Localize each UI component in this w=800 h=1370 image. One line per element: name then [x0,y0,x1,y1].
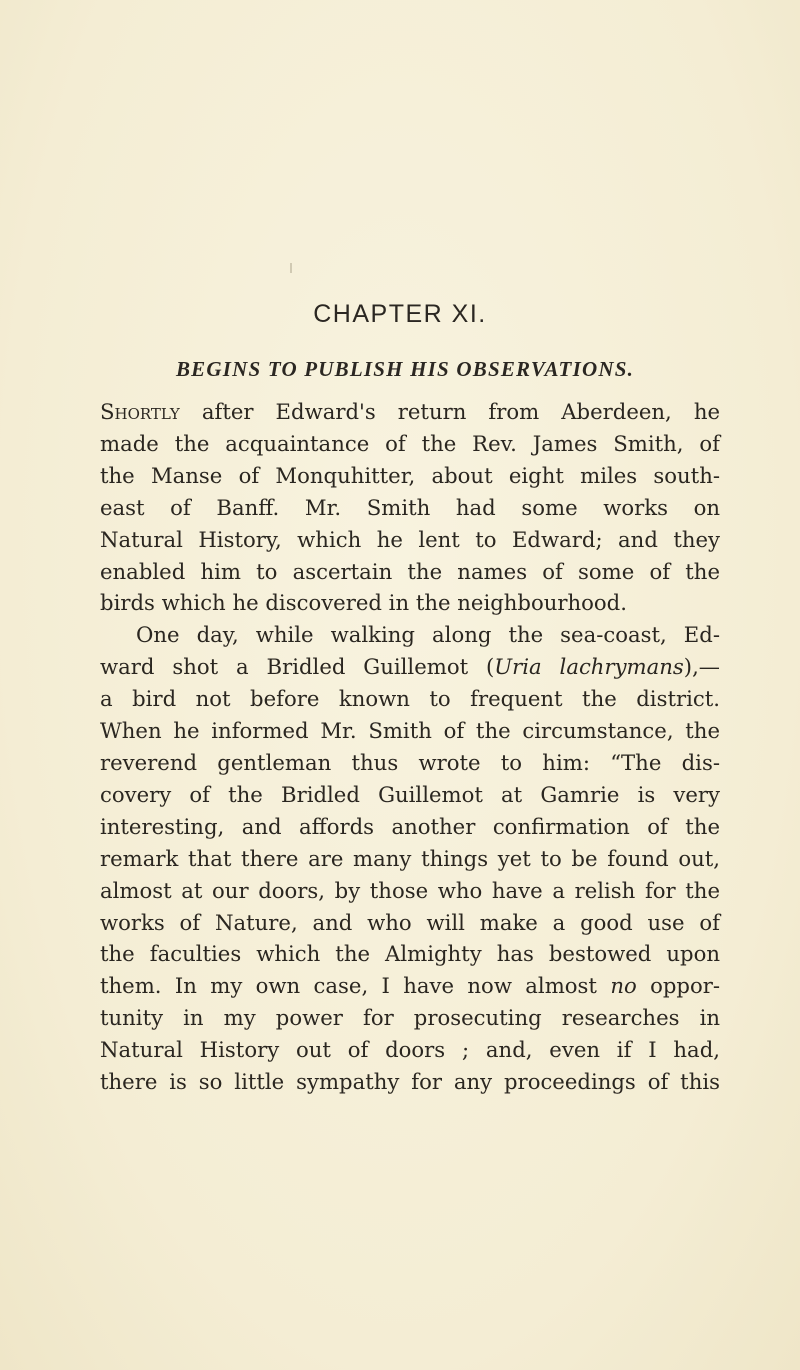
text-line: tunity in my power for prosecuting researches in [100,1005,720,1031]
text-line: there is so little sympathy for any proceedings of this [100,1069,720,1095]
text-fragment: ward shot a Bridled Guillemot ( [100,654,495,680]
print-speck [290,263,292,273]
text-line: east of Banff. Mr. Smith had some works on [100,494,720,520]
text-fragment: ),— [683,654,720,680]
text-line: Natural History out of doors ; and, even if I had, [100,1037,720,1063]
text-line: remark that there are many things yet to be found out, [100,845,720,871]
text-line [100,651,720,683]
text-line: covery of the Bridled Guillemot at Gamrie is very [100,781,720,807]
text-line: birds which he discovered in the neighbourhood. [100,590,627,616]
text-line [100,970,720,1002]
text-line: When he informed Mr. Smith of the circumstance, the [100,718,720,744]
text-line: interesting, and affords another confirmation of the [100,813,720,839]
text-fragment: after Edward's return from Aberdeen, he [179,399,720,424]
text-line: enabled him to ascertain the names of some of the [100,558,720,584]
text-line: made the acquaintance of the Rev. James Smith, of [100,430,720,456]
text-line [100,396,720,428]
opening-word: Shortly [100,399,180,424]
body-text [100,396,720,1098]
text-line: almost at our doors, by those who have a relish for the [100,877,720,903]
chapter-title: BEGINS TO PUBLISH HIS OBSERVATIONS. [175,357,635,381]
text-line: reverend gentleman thus wrote to him: “The dis- [100,749,720,775]
text-line: a bird not before known to frequent the district. [100,686,720,712]
text-line: the Manse of Monquhitter, about eight miles south- [100,462,720,488]
chapter-heading: CHAPTER XI. [313,300,487,328]
text-line: Natural History, which he lent to Edward; and they [100,526,720,552]
text-line: the faculties which the Almighty has bestowed upon [100,941,720,967]
species-name: Uria lachrymans [494,654,684,680]
text-fragment: them. In my own case, I have now almost [100,973,611,999]
text-line: works of Nature, and who will make a good use of [100,909,720,935]
emphasis: no [610,973,637,999]
text-fragment: oppor- [636,973,720,999]
text-line: One day, while walking along the sea-coast, Ed- [136,622,720,648]
